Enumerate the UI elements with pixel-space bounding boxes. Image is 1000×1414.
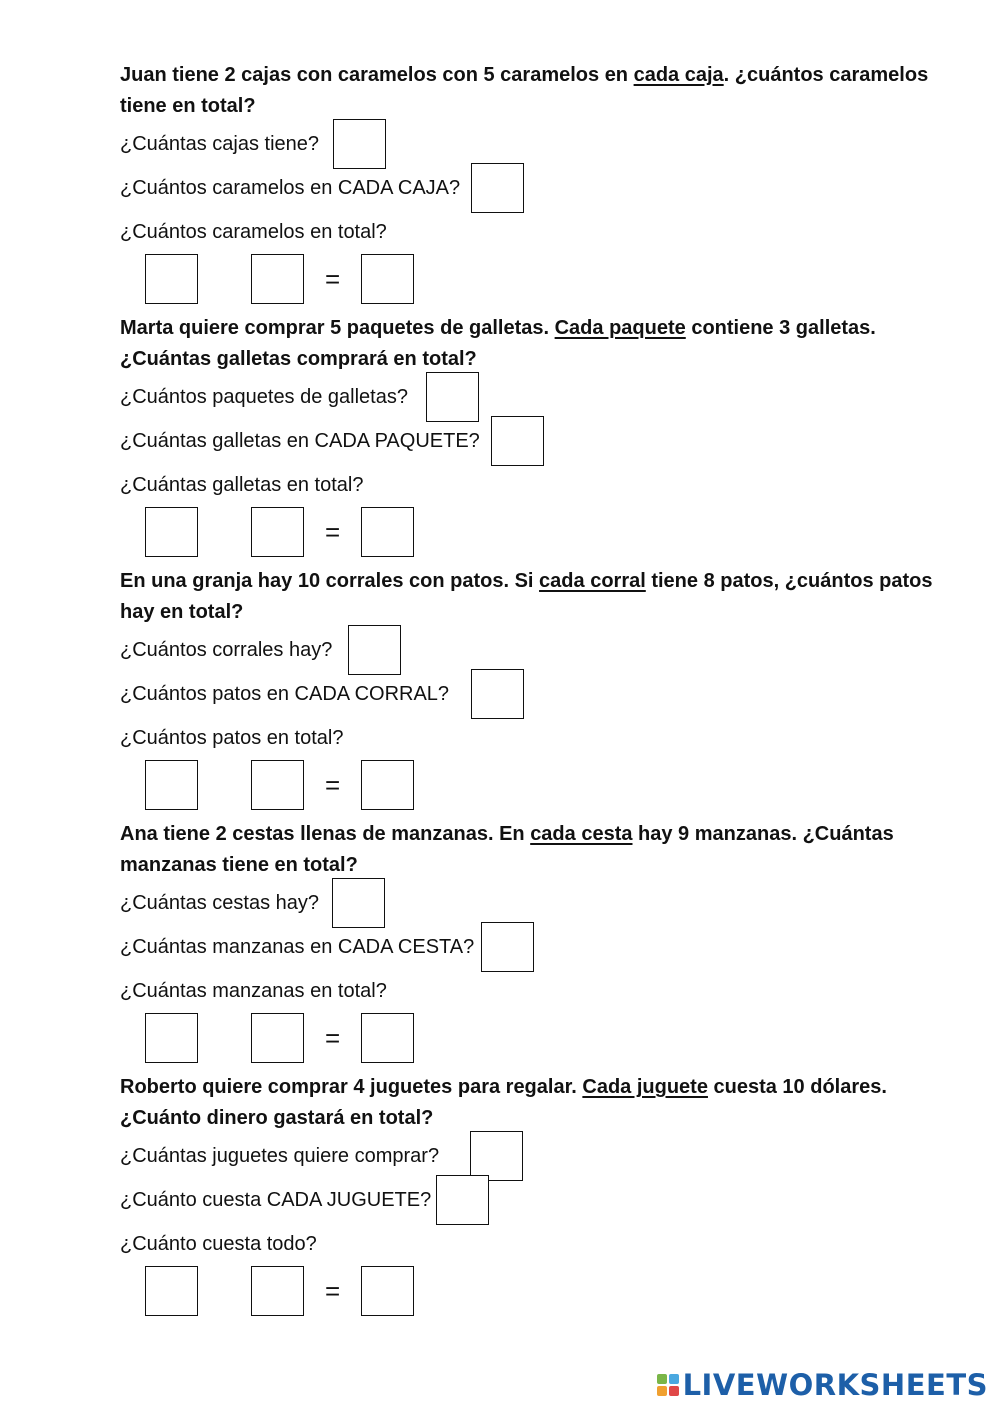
logo-text: LIVEWORKSHEETS — [682, 1368, 988, 1402]
underlined-keyword: Cada paquete — [554, 317, 686, 339]
equals-sign: = — [325, 264, 341, 294]
answer-box[interactable] — [348, 625, 401, 675]
answer-box[interactable] — [333, 119, 386, 169]
question-label: ¿Cuántas galletas en total? — [120, 473, 364, 496]
logo-mark-icon — [657, 1374, 679, 1396]
factor-1-box[interactable] — [145, 760, 198, 810]
result-box[interactable] — [361, 760, 414, 810]
question-row — [120, 925, 950, 969]
problem-2 — [120, 313, 950, 563]
question-label: ¿Cuántos caramelos en CADA CAJA? — [120, 176, 461, 199]
question-row — [120, 672, 950, 716]
question-row — [120, 716, 950, 760]
question-row — [120, 122, 950, 166]
equation-row — [120, 1266, 950, 1322]
question-label: ¿Cuántas juguetes quiere comprar? — [120, 1144, 440, 1167]
question-row — [120, 210, 950, 254]
question-label: ¿Cuántas manzanas en CADA CESTA? — [120, 935, 475, 958]
result-box[interactable] — [361, 254, 414, 304]
equation-row — [120, 254, 950, 310]
question-row — [120, 419, 950, 463]
factor-2-box[interactable] — [251, 1266, 304, 1316]
logo-square-icon — [669, 1386, 679, 1396]
underlined-keyword: cada cesta — [530, 823, 633, 845]
question-row — [120, 628, 950, 672]
answer-box[interactable] — [470, 1131, 523, 1181]
equals-sign: = — [325, 517, 341, 547]
problem-1 — [120, 60, 950, 310]
question-label: ¿Cuántas cajas tiene? — [120, 132, 320, 155]
question-label: ¿Cuántos caramelos en total? — [120, 220, 387, 243]
underlined-keyword: cada caja — [633, 64, 724, 86]
factor-1-box[interactable] — [145, 507, 198, 557]
underlined-keyword: cada corral — [539, 570, 646, 592]
result-box[interactable] — [361, 1266, 414, 1316]
factor-1-box[interactable] — [145, 1013, 198, 1063]
question-row — [120, 1134, 950, 1178]
question-label: ¿Cuánto cuesta todo? — [120, 1232, 317, 1255]
question-label: ¿Cuántos patos en total? — [120, 726, 344, 749]
question-label: ¿Cuántos patos en CADA CORRAL? — [120, 682, 450, 705]
liveworksheets-logo — [657, 1368, 988, 1402]
factor-2-box[interactable] — [251, 1013, 304, 1063]
question-row — [120, 1222, 950, 1266]
result-box[interactable] — [361, 507, 414, 557]
factor-2-box[interactable] — [251, 760, 304, 810]
answer-box[interactable] — [471, 163, 524, 213]
equation-row — [120, 760, 950, 816]
answer-box[interactable] — [491, 416, 544, 466]
question-label: ¿Cuántos corrales hay? — [120, 638, 333, 661]
answer-box[interactable] — [426, 372, 479, 422]
equals-sign: = — [325, 1276, 341, 1306]
question-row — [120, 463, 950, 507]
question-row — [120, 375, 950, 419]
result-box[interactable] — [361, 1013, 414, 1063]
problem-title: Juan tiene 2 cajas con caramelos con 5 caramelos en cada caja. ¿cuántos caramelos tiene en total? — [120, 64, 929, 117]
factor-2-box[interactable] — [251, 507, 304, 557]
question-label: ¿Cuántas galletas en CADA PAQUETE? — [120, 429, 480, 452]
answer-box[interactable] — [436, 1175, 489, 1225]
equation-row — [120, 507, 950, 563]
question-label: ¿Cuántas cestas hay? — [120, 891, 319, 914]
logo-square-icon — [669, 1374, 679, 1384]
underlined-keyword: Cada juguete — [582, 1076, 708, 1098]
problem-3 — [120, 566, 950, 816]
question-row — [120, 969, 950, 1013]
answer-box[interactable] — [471, 669, 524, 719]
question-label: ¿Cuánto cuesta CADA JUGUETE? — [120, 1188, 432, 1211]
problem-title: Marta quiere comprar 5 paquetes de galletas. Cada paquete contiene 3 galletas. ¿Cuántas galletas comprará en total? — [120, 317, 876, 370]
logo-square-icon — [657, 1374, 667, 1384]
factor-1-box[interactable] — [145, 1266, 198, 1316]
factor-1-box[interactable] — [145, 254, 198, 304]
question-row — [120, 166, 950, 210]
question-row — [120, 1178, 950, 1222]
answer-box[interactable] — [332, 878, 385, 928]
problem-title: En una granja hay 10 corrales con patos. Si cada corral tiene 8 patos, ¿cuántos patos hay en total? — [120, 570, 933, 623]
problem-title: Ana tiene 2 cestas llenas de manzanas. En cada cesta hay 9 manzanas. ¿Cuántas manzanas tiene en total? — [120, 823, 894, 876]
question-row — [120, 881, 950, 925]
logo-square-icon — [657, 1386, 667, 1396]
factor-2-box[interactable] — [251, 254, 304, 304]
problem-title: Roberto quiere comprar 4 juguetes para regalar. Cada juguete cuesta 10 dólares. ¿Cuánto dinero gastará en total? — [120, 1076, 887, 1129]
equation-row — [120, 1013, 950, 1069]
equals-sign: = — [325, 1023, 341, 1053]
problem-5 — [120, 1072, 950, 1322]
question-label: ¿Cuántos paquetes de galletas? — [120, 385, 408, 408]
equals-sign: = — [325, 770, 341, 800]
problem-4 — [120, 819, 950, 1069]
answer-box[interactable] — [481, 922, 534, 972]
question-label: ¿Cuántas manzanas en total? — [120, 979, 387, 1002]
